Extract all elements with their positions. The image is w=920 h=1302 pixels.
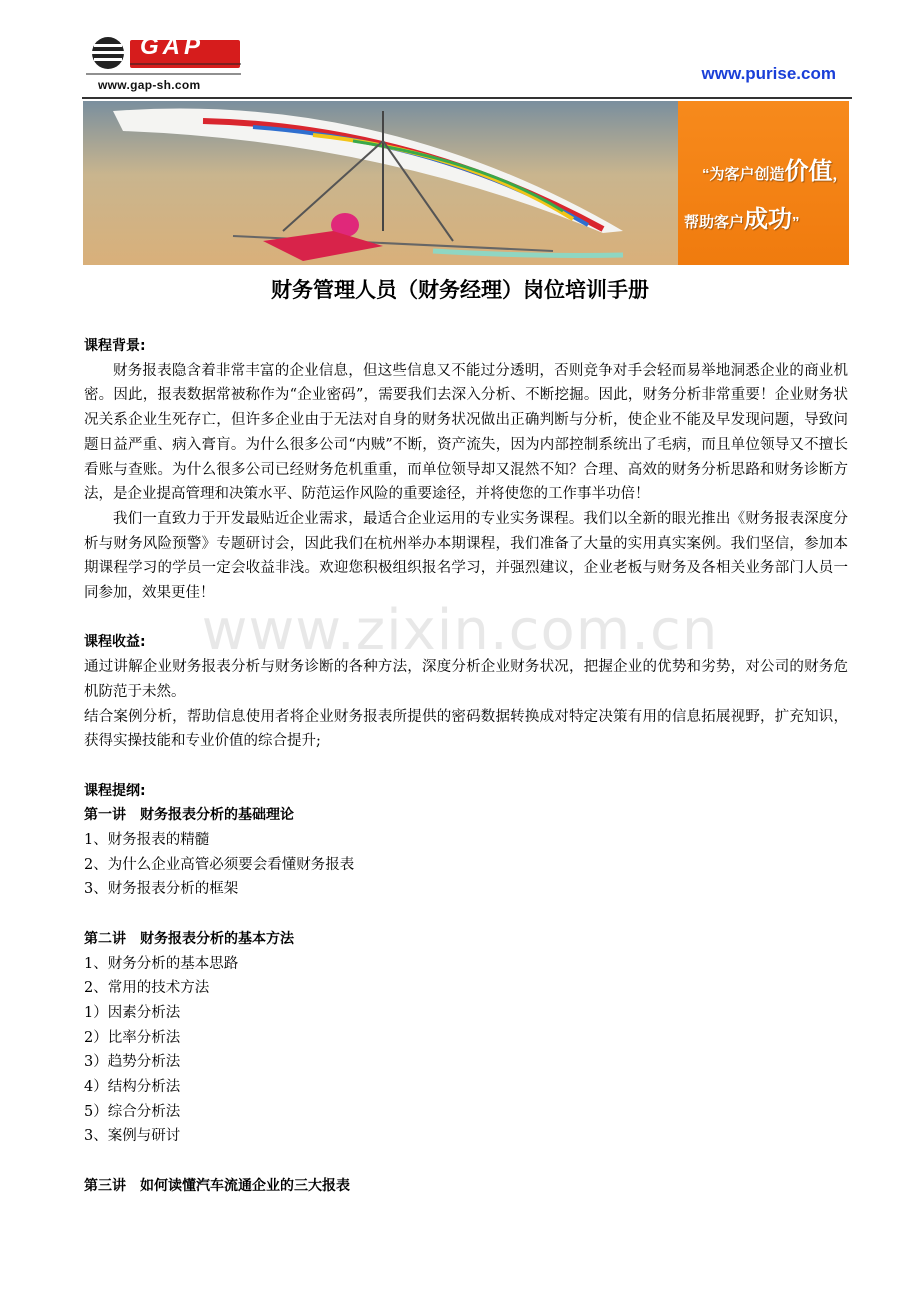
- list-item: 2、为什么企业高管必须要会看懂财务报表: [84, 856, 355, 873]
- slogan-line-1: “为客户创造价值，: [702, 158, 848, 185]
- watermark: www.zixin.com.cn: [201, 598, 719, 663]
- list-item: 1、财务分析的基本思路: [84, 955, 239, 972]
- list-item: 3、财务报表分析的框架: [84, 881, 239, 898]
- section-heading-background: 课程背景:: [84, 338, 146, 354]
- logo-url: www.gap-sh.com: [98, 78, 201, 92]
- background-paragraph-1: 财务报表隐含着非常丰富的企业信息，但这些信息又不能过分透明，否则竞争对手会轻而易举地洞悉企业的商业机密。因此，报表数据常被称作为“企业密码”，需要我们去深入分析、不断挖掘。因此，财务分析非常重要！企业财务状况关系企业生死存亡，但许多企业由于无法对自身的财务状况做出正确判断与分析，使企业不能及早发现问题，导致问题日益严重、病入膏肓。为什么很多公司“内贼”不断，资产流失，因为内部控制系统出了毛病，而且单位领导又不擅长看账与查账。为什么很多公司已经财务危机重重，而单位领导却又混然不知？合理、高效的财务分析思路和财务诊断方法，是企业提高管理和决策水平、防范运作风险的重要途径，并将使您的工作事半功倍！: [84, 362, 848, 503]
- lecture-1-title: 第一讲 财务报表分析的基础理论: [84, 807, 294, 824]
- benefits-paragraph-1: 通过讲解企业财务报表分析与财务诊断的各种方法，深度分析企业财务状况，把握企业的优势和劣势，对公司的财务危机防范于未然。: [84, 659, 848, 700]
- lecture-2-title: 第二讲 财务报表分析的基本方法: [84, 930, 294, 947]
- section-heading-benefits: 课程收益:: [84, 634, 146, 651]
- list-item: 3）趋势分析法: [84, 1054, 181, 1071]
- benefits-paragraph-2: 结合案例分析，帮助信息使用者将企业财务报表所提供的密码数据转换成对特定决策有用的信息拓展视野，扩充知识，获得实操技能和专业价值的综合提升;: [84, 708, 848, 750]
- list-item: 2）比率分析法: [84, 1029, 181, 1046]
- hang-glider-photo: [83, 101, 678, 265]
- banner: [83, 101, 849, 265]
- slogan-panel: [678, 101, 849, 265]
- slogan-line-2: 帮助客户成功”: [684, 206, 800, 233]
- list-item: 1、财务报表的精髓: [84, 832, 210, 849]
- background-paragraph-2: 我们一直致力于开发最贴近企业需求，最适合企业运用的专业实务课程。我们以全新的眼光推出《财务报表深度分析与财务风险预警》专题研讨会，因此我们在杭州举办本期课程，我们准备了大量的实用真实案例。我们坚信，参加本期课程学习的学员一定会收益非浅。欢迎您积极组织报名学习，并强烈建议，企业老板与财务及各相关业务部门人员一同参加，效果更佳！: [84, 510, 848, 602]
- list-item: 4）结构分析法: [84, 1079, 181, 1096]
- document-title: 财务管理人员（财务经理）岗位培训手册: [271, 278, 649, 302]
- list-item: 3、案例与研讨: [84, 1128, 181, 1145]
- list-item: 1）因素分析法: [84, 1004, 181, 1021]
- section-heading-outline: 课程提纲:: [84, 782, 146, 799]
- document-body: [84, 334, 848, 1199]
- site-url-link[interactable]: www.purise.com: [701, 64, 836, 83]
- header-divider: [82, 97, 852, 99]
- logo-text: GAP: [140, 33, 205, 60]
- list-item: 5）综合分析法: [84, 1103, 181, 1120]
- list-item: 2、常用的技术方法: [84, 980, 210, 997]
- company-logo: [86, 22, 246, 94]
- lecture-3-title: 第三讲 如何读懂汽车流通企业的三大报表: [84, 1177, 350, 1194]
